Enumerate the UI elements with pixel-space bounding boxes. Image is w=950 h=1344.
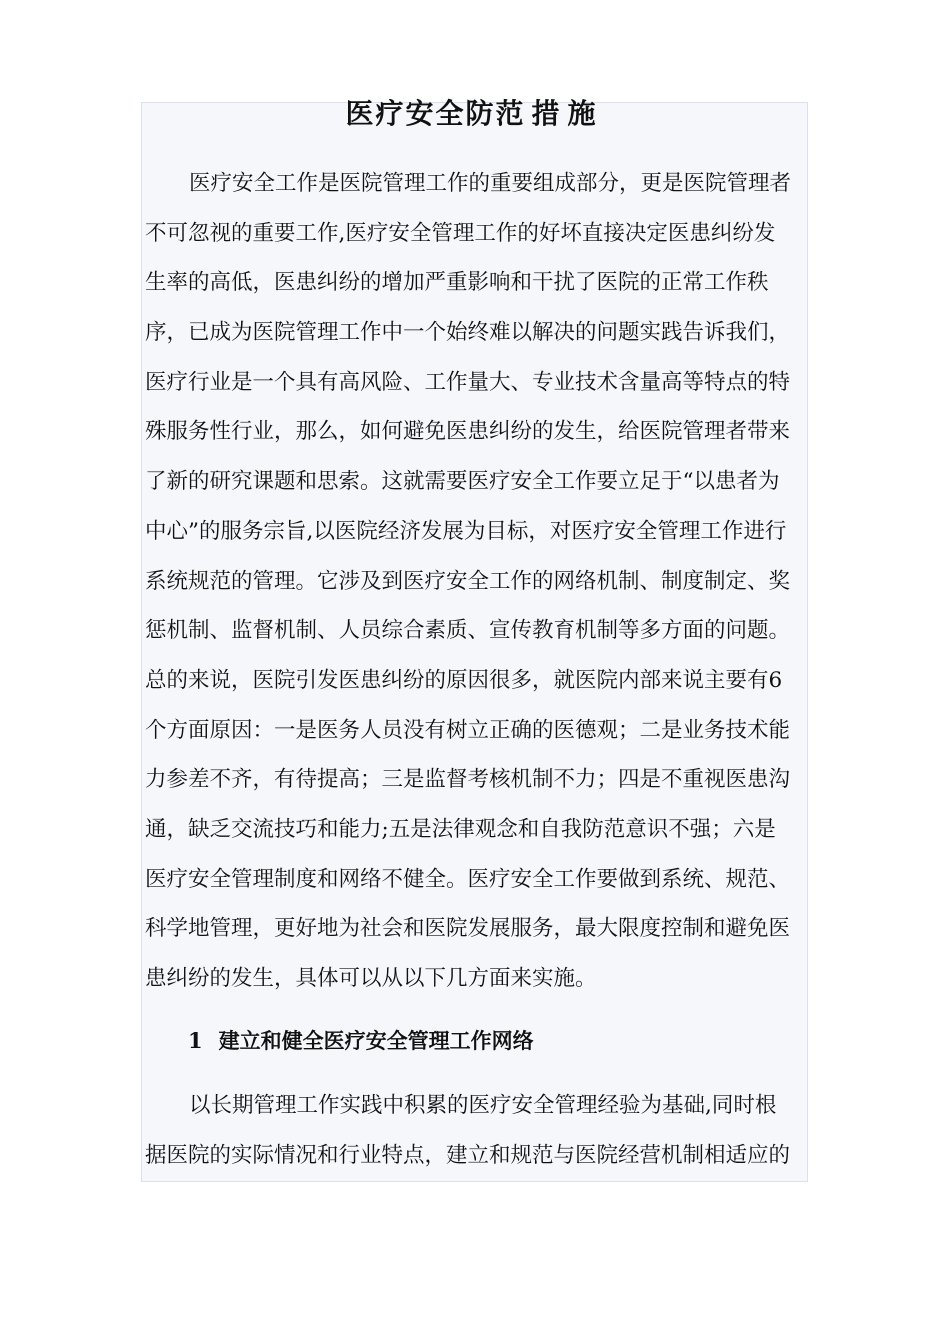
text-line: 中心”的服务宗旨,以医院经济发展为目标，对医疗安全管理工作进行 (145, 518, 787, 544)
text-line: 通，缺乏交流技巧和能力;五是法律观念和自我防范意识不强；六是 (145, 816, 776, 842)
section-heading (188, 1018, 534, 1064)
text-line: 力参差不齐，有待提高；三是监督考核机制不力；四是不重视医患沟 (145, 767, 791, 793)
title-main: 医疗安全防 (345, 97, 496, 130)
text-line: 总的来说，医院引发医患纠纷的原因很多，就医院内部来说主要有6 (145, 667, 783, 693)
text-line: 科学地管理，更好地为社会和医院发展服务，最大限度控制和避免医 (145, 916, 791, 942)
text-line: 医疗安全工作是医院管理工作的重要组成部分，更是医院管理者 (189, 171, 792, 196)
text-line: 医疗行业是一个具有高风险、工作量大、专业技术含量高等特点的特 (145, 369, 791, 395)
section-heading-text: 建立和健全医疗安全管理工作网络 (218, 1028, 534, 1053)
title-spaced: 范措施 (495, 97, 604, 130)
text-line: 系统规范的管理。它涉及到医疗安全工作的网络机制、制度制定、奖 (145, 568, 791, 594)
text-line: 个方面原因：一是医务人员没有树立正确的医德观；二是业务技术能 (145, 717, 791, 743)
text-line: 医疗安全管理制度和网络不健全。医疗安全工作要做到系统、规范、 (145, 866, 791, 892)
text-line: 序，已成为医院管理工作中一个始终难以解决的问题实践告诉我们， (145, 320, 791, 346)
text-line: 不可忽视的重要工作,医疗安全管理工作的好坏直接决定医患纠纷发 (145, 220, 776, 246)
intro-paragraph (145, 159, 820, 1004)
text-line: 患纠纷的发生，具体可以从以下几方面来实施。 (145, 966, 597, 991)
text-line: 以长期管理工作实践中积累的医疗安全管理经验为基础,同时根 (189, 1093, 777, 1118)
text-line: 殊服务性行业，那么，如何避免医患纠纷的发生，给医院管理者带来 (145, 419, 791, 445)
text-line: 据医院的实际情况和行业特点，建立和规范与医院经营机制相适应的 (145, 1142, 791, 1168)
text-line: 了新的研究课题和思索。这就需要医疗安全工作要立足于“以患者为 (145, 469, 780, 495)
document-title (141, 92, 808, 136)
text-line: 生率的高低，医患纠纷的增加严重影响和干扰了医院的正常工作秩 (145, 270, 769, 296)
section-paragraph (145, 1081, 820, 1180)
text-line: 惩机制、监督机制、人员综合素质、宣传教育机制等多方面的问题。 (145, 618, 791, 644)
section-number: 1 (188, 1028, 203, 1053)
